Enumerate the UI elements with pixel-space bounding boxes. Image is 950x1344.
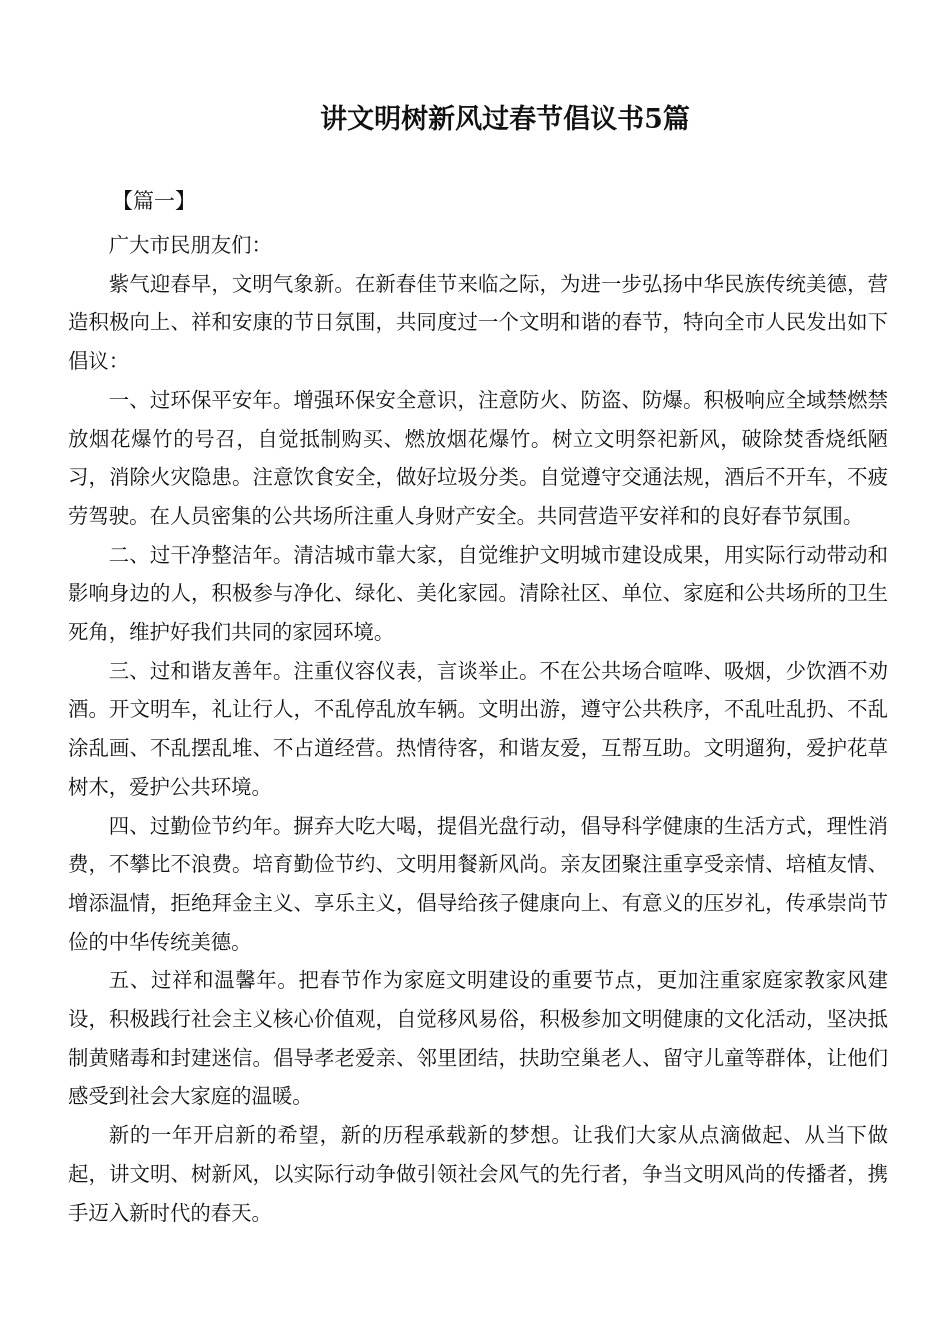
proposal-paragraph-5: 五、过祥和温馨年。把春节作为家庭文明建设的重要节点，更加注重家庭家教家风建设，积极践行社会主义核心价值观，自觉移风易俗，积极参加文明健康的文化活动，坚决抵制黄赌毒和封建迷信。倡导孝老爱亲、邻里团结，扶助空巢老人、留守儿童等群体，让他们感受到社会大家庭的温暖。 [68, 968, 888, 1109]
document-body [68, 226, 888, 1232]
salutation-paragraph: 广大市民朋友们： [108, 233, 272, 257]
proposal-paragraph-4: 四、过勤俭节约年。摒弃大吃大喝，提倡光盘行动，倡导科学健康的生活方式，理性消费，不攀比不浪费。培育勤俭节约、文明用餐新风尚。亲友团聚注重享受亲情、培植友情、增添温情，拒绝拜金主义、享乐主义，倡导给孩子健康向上、有意义的压岁礼，传承崇尚节俭的中华传统美德。 [68, 813, 888, 954]
document-title: 讲文明树新风过春节倡议书5篇 [320, 104, 690, 135]
proposal-paragraph-3: 三、过和谐友善年。注重仪容仪表，言谈举止。不在公共场合喧哗、吸烟，少饮酒不劝酒。开文明车，礼让行人，不乱停乱放车辆。文明出游，遵守公共秩序，不乱吐乱扔、不乱涂乱画、不乱摆乱堆、不占道经营。热情待客，和谐友爱，互帮互助。文明遛狗，爱护花草树木，爱护公共环境。 [68, 658, 888, 799]
intro-paragraph: 紫气迎春早，文明气象新。在新春佳节来临之际，为进一步弘扬中华民族传统美德，营造积极向上、祥和安康的节日氛围，共同度过一个文明和谐的春节，特向全市人民发出如下倡议： [68, 271, 888, 374]
proposal-paragraph-1: 一、过环保平安年。增强环保安全意识，注意防火、防盗、防爆。积极响应全域禁燃禁放烟花爆竹的号召，自觉抵制购买、燃放烟花爆竹。树立文明祭祀新风，破除焚香烧纸陋习，消除火灾隐患。注意饮食安全，做好垃圾分类。自觉遵守交通法规，酒后不开车，不疲劳驾驶。在人员密集的公共场所注重人身财产安全。共同营造平安祥和的良好春节氛围。 [68, 387, 888, 528]
section-heading: 【篇一】 [112, 189, 196, 213]
proposal-paragraph-2: 二、过干净整洁年。清洁城市靠大家，自觉维护文明城市建设成果，用实际行动带动和影响身边的人，积极参与净化、绿化、美化家园。清除社区、单位、家庭和公共场所的卫生死角，维护好我们共同的家园环境。 [68, 542, 888, 645]
closing-paragraph: 新的一年开启新的希望，新的历程承载新的梦想。让我们大家从点滴做起、从当下做起，讲文明、树新风，以实际行动争做引领社会风气的先行者，争当文明风尚的传播者，携手迈入新时代的春天。 [68, 1123, 888, 1225]
